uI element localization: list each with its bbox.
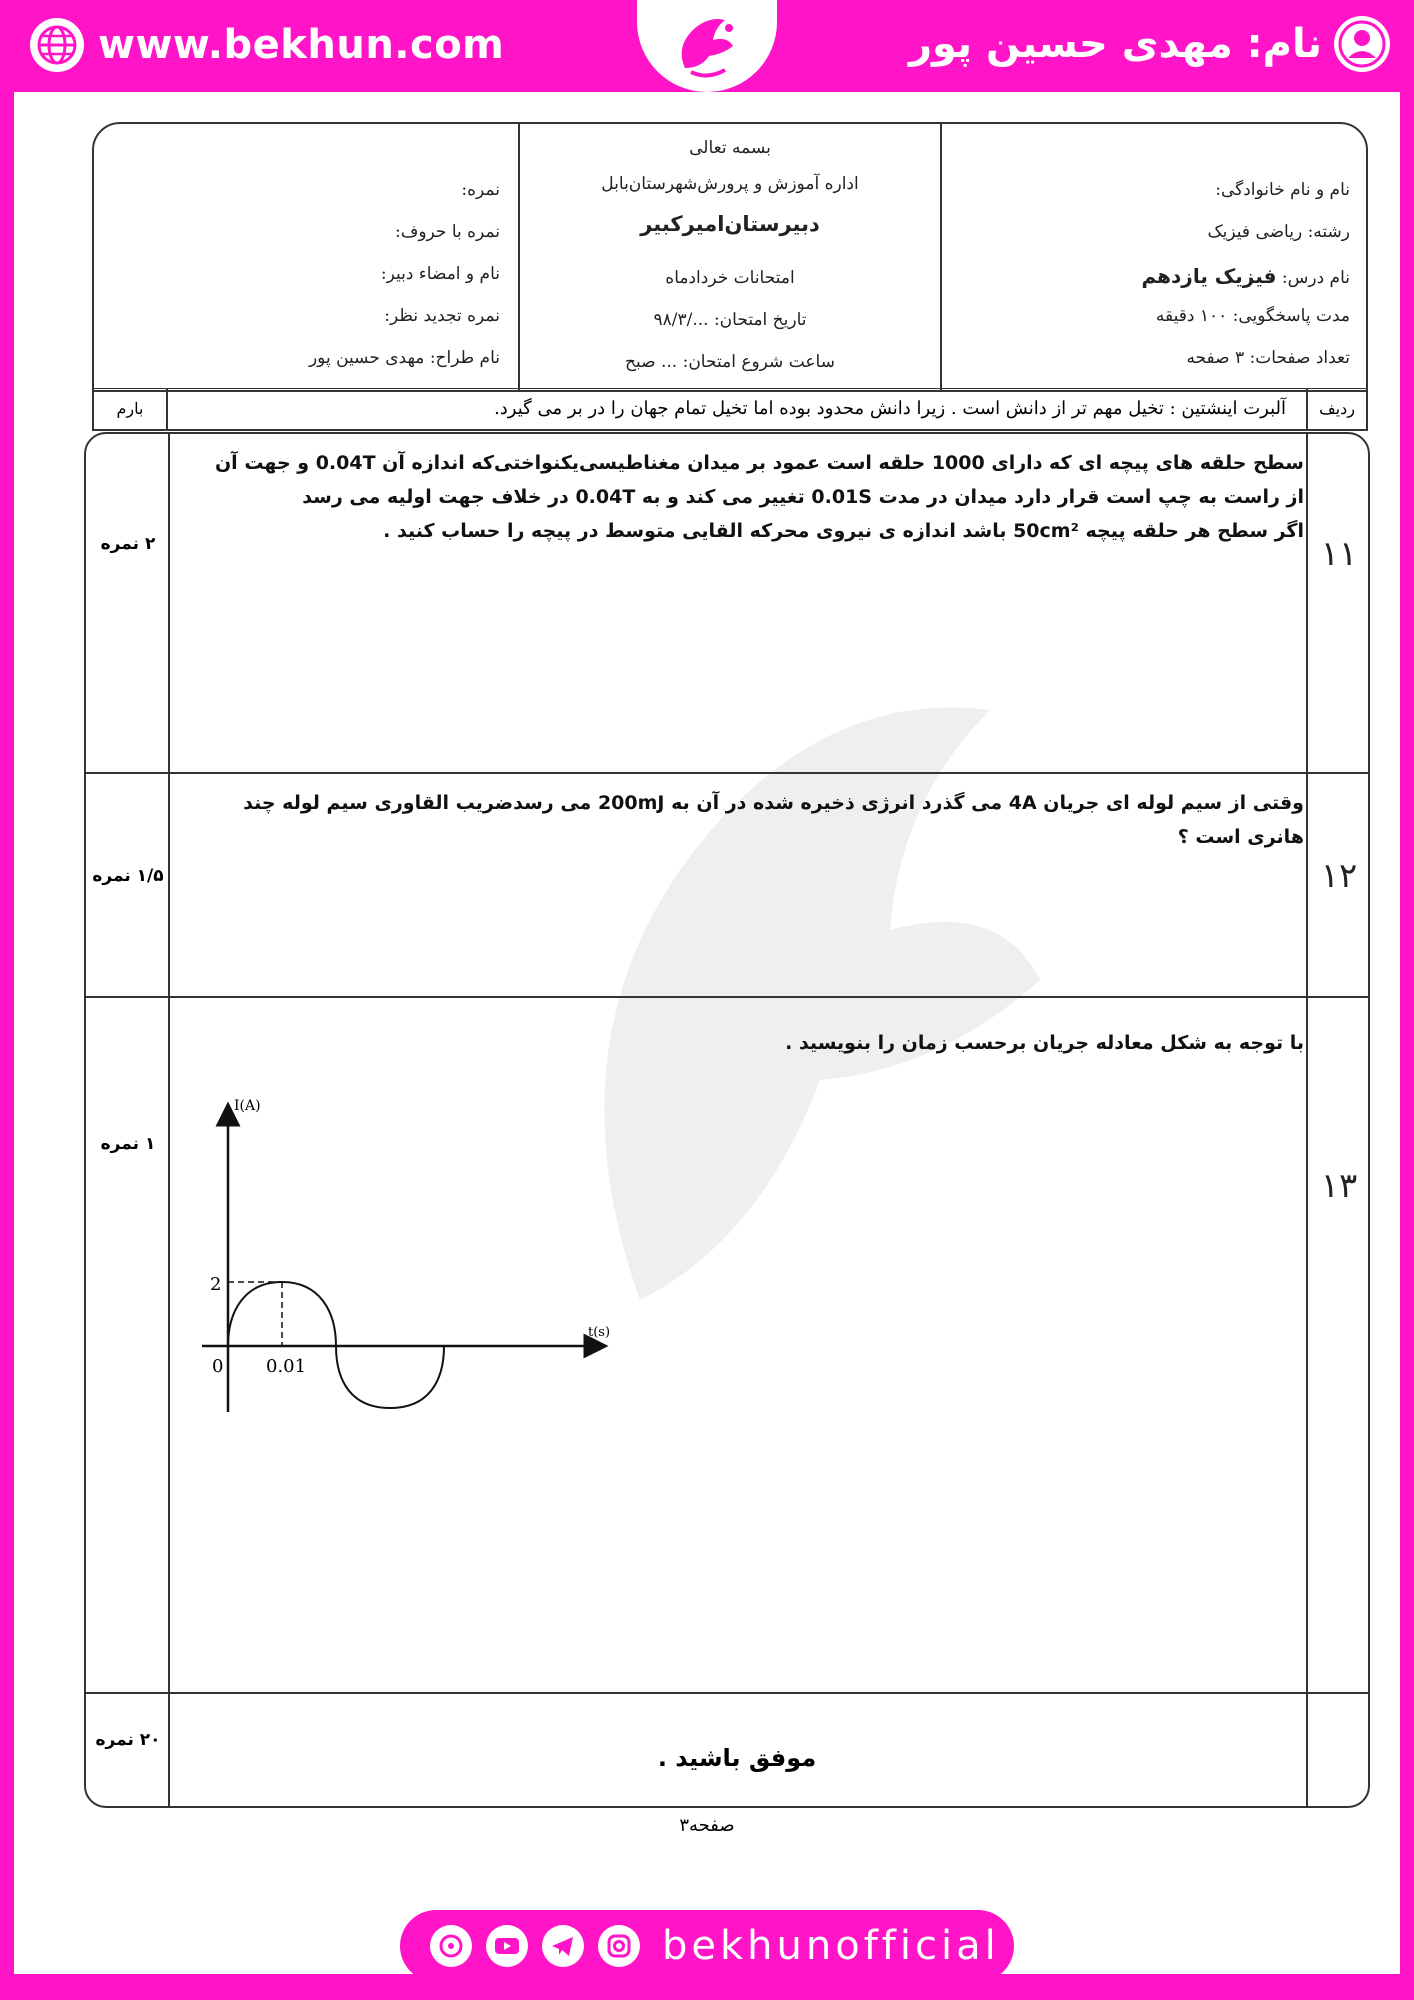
basmala: بسمه تعالی [689, 138, 771, 158]
question-score: ۲ نمره [100, 534, 156, 554]
rubika-icon[interactable] [430, 1925, 472, 1967]
course-label: نام درس: [1281, 268, 1350, 288]
youtube-icon[interactable] [486, 1925, 528, 1967]
negative-half-wave [336, 1346, 444, 1408]
number-column-divider [1306, 434, 1308, 1806]
question-line: وقتی از سیم لوله ای جریان 4A می گذرد انرژی ذخیره شده در آن به 200mJ می رسد‌ضریب القاوری سیم لوله چند [243, 792, 1304, 814]
website-text: www.bekhun.com [98, 22, 505, 68]
top-banner [0, 0, 1414, 92]
good-luck-message: موفق باشید . [657, 1744, 817, 1772]
row-divider [86, 996, 1368, 998]
einstein-quote: آلبرت اینشتین : تخیل مهم تر از دانش است . زیرا دانش محدود بوده اما تخیل تمام جهان را در بر می گیرد. [494, 398, 1286, 419]
quote-row [92, 388, 1368, 431]
course-row [1141, 264, 1350, 288]
row-divider [86, 772, 1368, 774]
header-school-column [518, 124, 940, 390]
department: اداره آموزش و پرورش‌شهرستان‌بابل [601, 174, 859, 194]
question-score: ۱ نمره [100, 1134, 156, 1154]
duration-label: مدت پاسخگویی: ۱۰۰ دقیقه [1155, 306, 1350, 326]
exam-type: امتحانات خردادماه [665, 268, 795, 288]
peak-label: 2 [210, 1274, 222, 1295]
regrade-label: نمره تجدید نظر: [384, 306, 500, 326]
instagram-icon[interactable] [598, 1925, 640, 1967]
globe-icon [30, 18, 84, 72]
teacher-sign-label: نام و امضاء دبیر: [380, 264, 500, 284]
telegram-icon[interactable] [542, 1925, 584, 1967]
question-line: از راست به چپ است قرار دارد میدان در مدت 0.01S تغییر می کند و به 0.04T در خلاف جهت اولیه می رسد [302, 486, 1304, 508]
school-name: دبیرستان‌امیرکبیر [640, 212, 820, 236]
question-line: با توجه به شکل معادله جریان برحسب زمان را بنویسید . [785, 1032, 1304, 1054]
x-axis-label: t(s) [588, 1325, 611, 1340]
question-line: اگر سطح هر حلقه پیچه 50cm² باشد اندازه ی نیروی محرکه القایی متوسط در پیچه را حساب کنید . [383, 520, 1304, 542]
course-name: فیزیک یازدهم [1141, 264, 1277, 288]
start-time: ساعت شروع امتحان: ... صبح [625, 352, 835, 372]
designer-label: نام طراح: مهدی حسین پور [308, 348, 500, 368]
header-student-column [940, 124, 1366, 390]
radif-header: ردیف [1306, 389, 1366, 429]
question-11-text [154, 446, 1304, 548]
exam-header [92, 122, 1368, 392]
social-bar [400, 1910, 1014, 1982]
question-line: هانری است ؟ [1177, 826, 1304, 848]
user-icon [1334, 16, 1390, 72]
question-number: ۱۱ [1320, 534, 1358, 574]
question-number: ۱۳ [1320, 1166, 1358, 1206]
question-12-text [194, 786, 1304, 854]
social-handle: bekhunofficial [662, 1923, 1000, 1969]
brand-logo [637, 0, 777, 92]
exam-date: تاریخ امتحان: .../۹۸/۳ [653, 310, 807, 330]
grade-label: نمره: [461, 180, 500, 200]
question-13-text [194, 1026, 1304, 1060]
total-score: ۲۰ نمره [95, 1730, 161, 1750]
website-link[interactable] [30, 18, 504, 72]
question-score: ۱/۵ نمره [92, 866, 164, 886]
header-grade-column [94, 124, 518, 390]
grade-words-label: نمره با حروف: [394, 222, 500, 242]
origin-label: 0 [212, 1356, 224, 1377]
author-name-text: نام: مهدی حسین پور [908, 21, 1322, 67]
question-line: سطح حلقه های پیچه ای که دارای 1000 حلقه است عمود بر میدان مغناطیسی‌یکنواختی‌که اندازه آن 0.04T و جهت آن [214, 452, 1304, 474]
student-name-label: نام و نام خانوادگی: [1215, 180, 1350, 200]
t-label: 0.01 [266, 1356, 307, 1377]
pages-label: تعداد صفحات: ۳ صفحه [1186, 348, 1350, 368]
row-divider [86, 1692, 1368, 1694]
field-label: رشته: ریاضی فیزیک [1207, 222, 1350, 242]
author-name [909, 16, 1390, 72]
score-column-divider [168, 434, 170, 1806]
baram-header: بارم [94, 389, 168, 429]
question-number: ۱۲ [1320, 856, 1358, 896]
questions-table [84, 432, 1370, 1808]
page-number: صفحه۳ [679, 1815, 735, 1836]
current-time-graph [186, 1082, 646, 1422]
y-axis-label: I(A) [234, 1098, 261, 1114]
